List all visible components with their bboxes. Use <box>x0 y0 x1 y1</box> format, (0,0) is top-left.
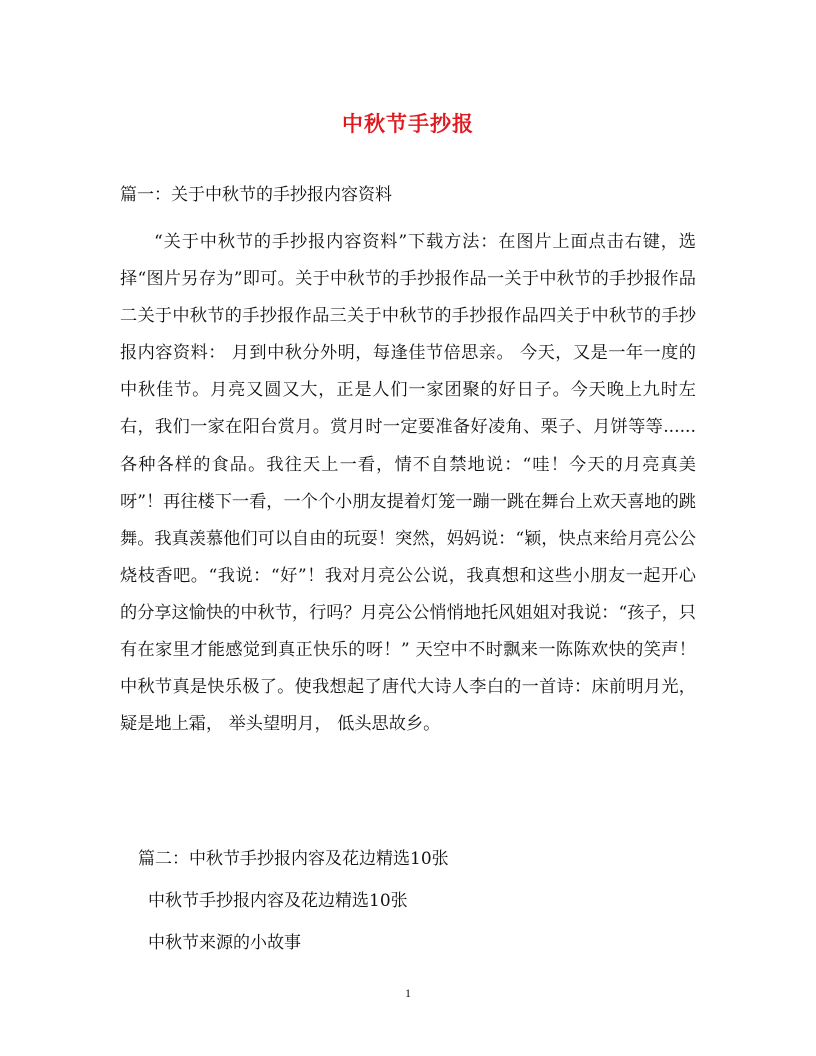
section2-line-1: 中秋节手抄报内容及花边精选10张 <box>148 891 408 911</box>
page-number: 1 <box>405 986 411 1000</box>
document-title: 中秋节手抄报 <box>342 111 474 136</box>
section1-body: “关于中秋节的手抄报内容资料”下载方法：在图片上面点击右键，选择“图片另存为”即可。关于中秋节的手抄报作品一关于中秋节的手抄报作品二关于中秋节的手抄报作品三关于中秋节的手抄报作品四关于中秋节的手抄报内容资料： 月到中秋分外明，每逢佳节倍思亲。 今天，又是一年一度的中秋佳节。月亮又圆又大，正是人们一家团聚的好日子。今天晚上九时左右，我们一家在阳台赏月。赏月时一定要准备好凌角、栗子、月饼等等......各种各样的食品。我往天上一看，情不自禁地说：“哇！今天的月亮真美呀”！再往楼下一看，一个个小朋友提着灯笼一蹦一跳在舞台上欢天喜地的跳舞。我真羡慕他们可以自由的玩耍！突然，妈妈说：“颖，快点来给月亮公公烧枝香吧。“我说：“好”！我对月亮公公说，我真想和这些小朋友一起开心的分享这愉快的中秋节，行吗？月亮公公悄悄地托风姐姐对我说：“孩子，只有在家里才能感觉到真正快乐的呀！” 天空中不时飘来一陈陈欢快的笑声！中秋节真是快乐极了。使我想起了唐代大诗人李白的一首诗：床前明月光， 疑是地上霜， 举头望明月， 低头思故乡。 <box>120 232 696 735</box>
section2-heading: 篇二：中秋节手抄报内容及花边精选10张 <box>138 849 449 869</box>
section2-line-2: 中秋节来源的小故事 <box>148 933 301 953</box>
section1-heading: 篇一：关于中秋节的手抄报内容资料 <box>120 185 392 205</box>
